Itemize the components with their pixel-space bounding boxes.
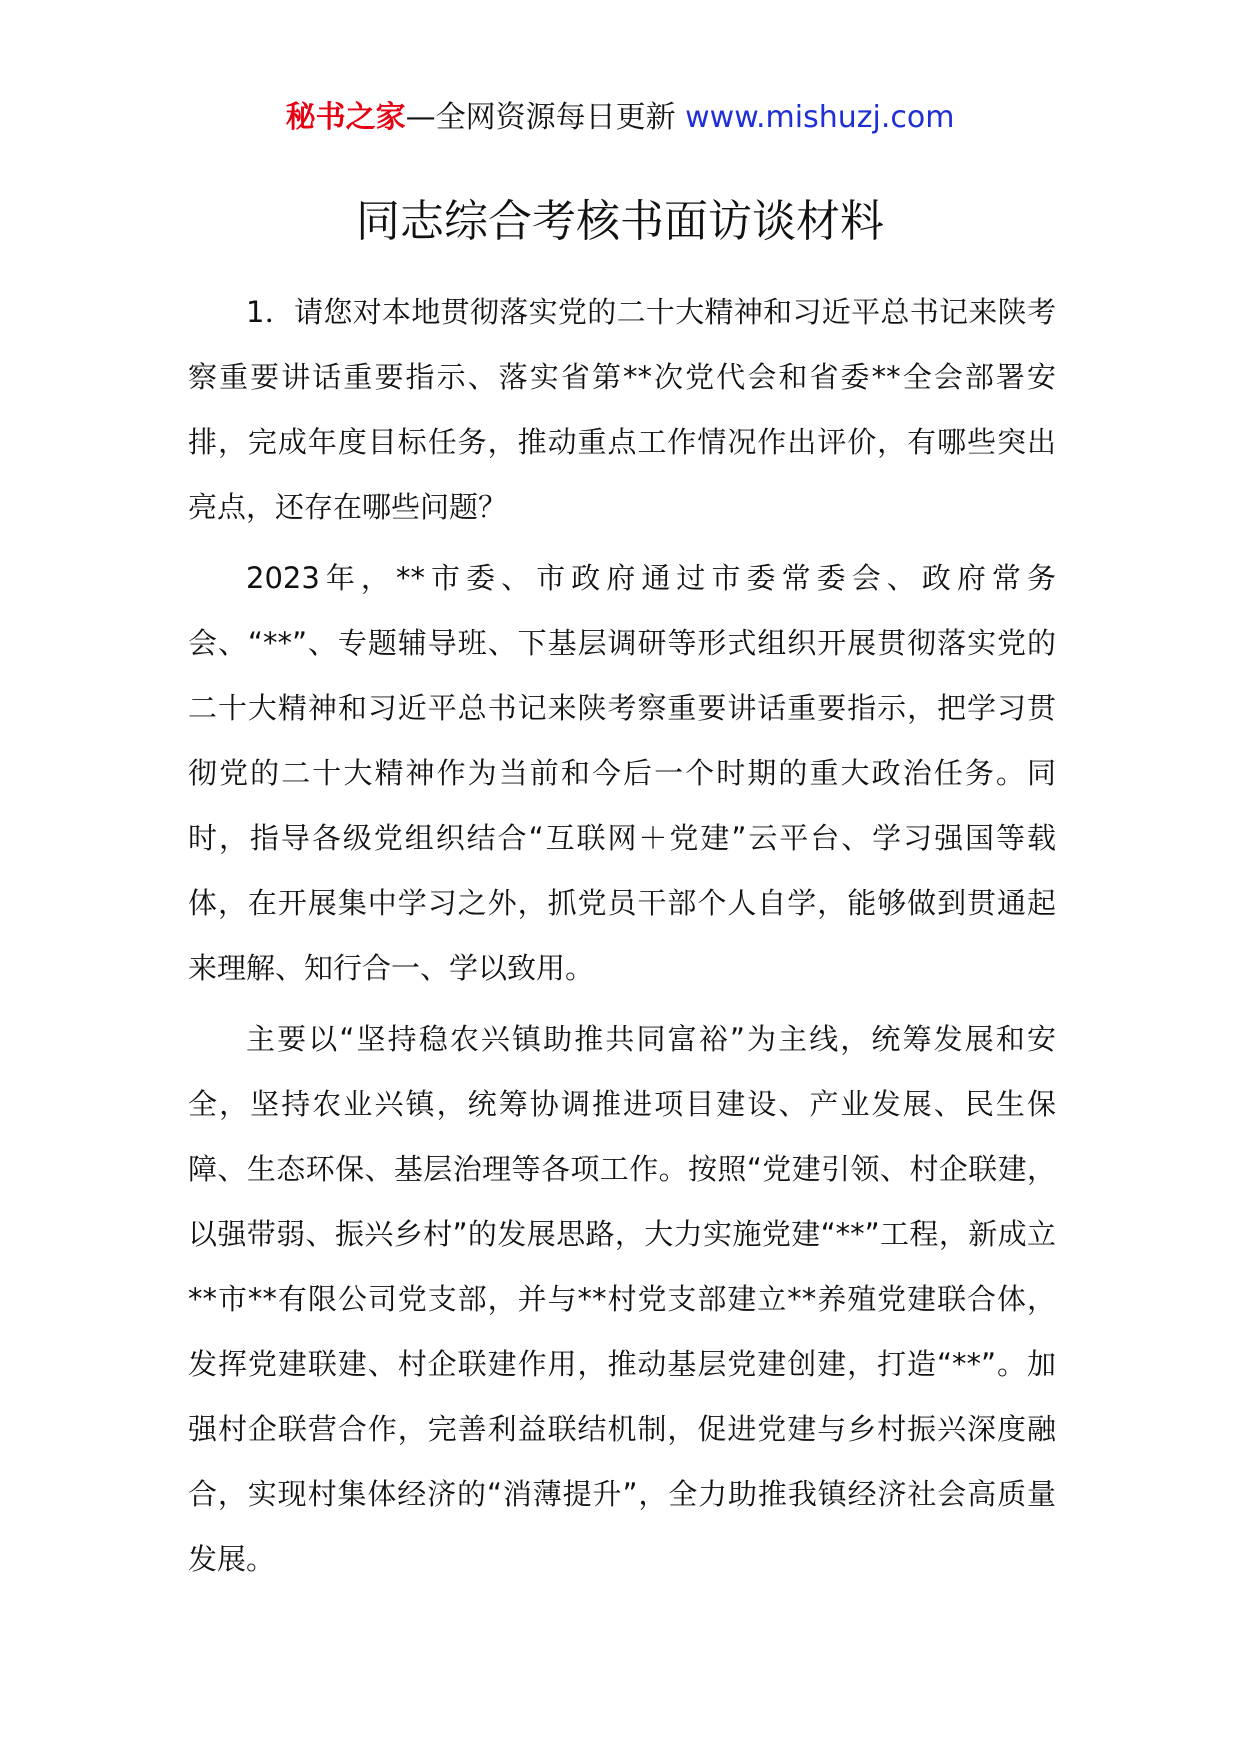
document-title: 同志综合考核书面访谈材料 [356, 196, 884, 247]
site-url-link[interactable]: www.mishuzj.com [685, 100, 955, 135]
paragraph-answer-1: 2023年，**市委、市政府通过市委常委会、政府常务会、“**”、专题辅导班、下基层调研等形式组织开展贯彻落实党的二十大精神和习近平总书记来陕考察重要讲话重要指示，把学习贯彻党的二十大精神作为当前和今后一个时期的重大政治任务。同时，指导各级党组织结合“互联网＋党建”云平台、学习强国等载体，在开展集中学习之外，抓党员干部个人自学，能够做到贯通起来理解、知行合一、学以致用。 [188, 561, 1056, 985]
header-slogan: —全网资源每日更新 [405, 100, 676, 135]
paragraph-question: 1．请您对本地贯彻落实党的二十大精神和习近平总书记来陕考察重要讲话重要指示、落实省第**次党代会和省委**全会部署安排，完成年度目标任务，推动重点工作情况作出评价，有哪些突出亮点，还存在哪些问题？ [188, 295, 1056, 524]
site-header [0, 96, 1240, 140]
brand-name: 秘书之家 [285, 100, 406, 135]
paragraph-answer-2: 主要以“坚持稳农兴镇助推共同富裕”为主线，统筹发展和安全，坚持农业兴镇，统筹协调推进项目建设、产业发展、民生保障、生态环保、基层治理等各项工作。按照“党建引领、村企联建，以强带弱、振兴乡村”的发展思路，大力实施党建“**”工程，新成立**市**有限公司党支部，并与**村党支部建立**养殖党建联合体，发挥党建联建、村企联建作用，推动基层党建创建，打造“**”。加强村企联营合作，完善利益联结机制，促进党建与乡村振兴深度融合，实现村集体经济的“消薄提升”，全力助推我镇经济社会高质量发展。 [188, 1022, 1056, 1576]
document-body [188, 280, 1056, 1598]
